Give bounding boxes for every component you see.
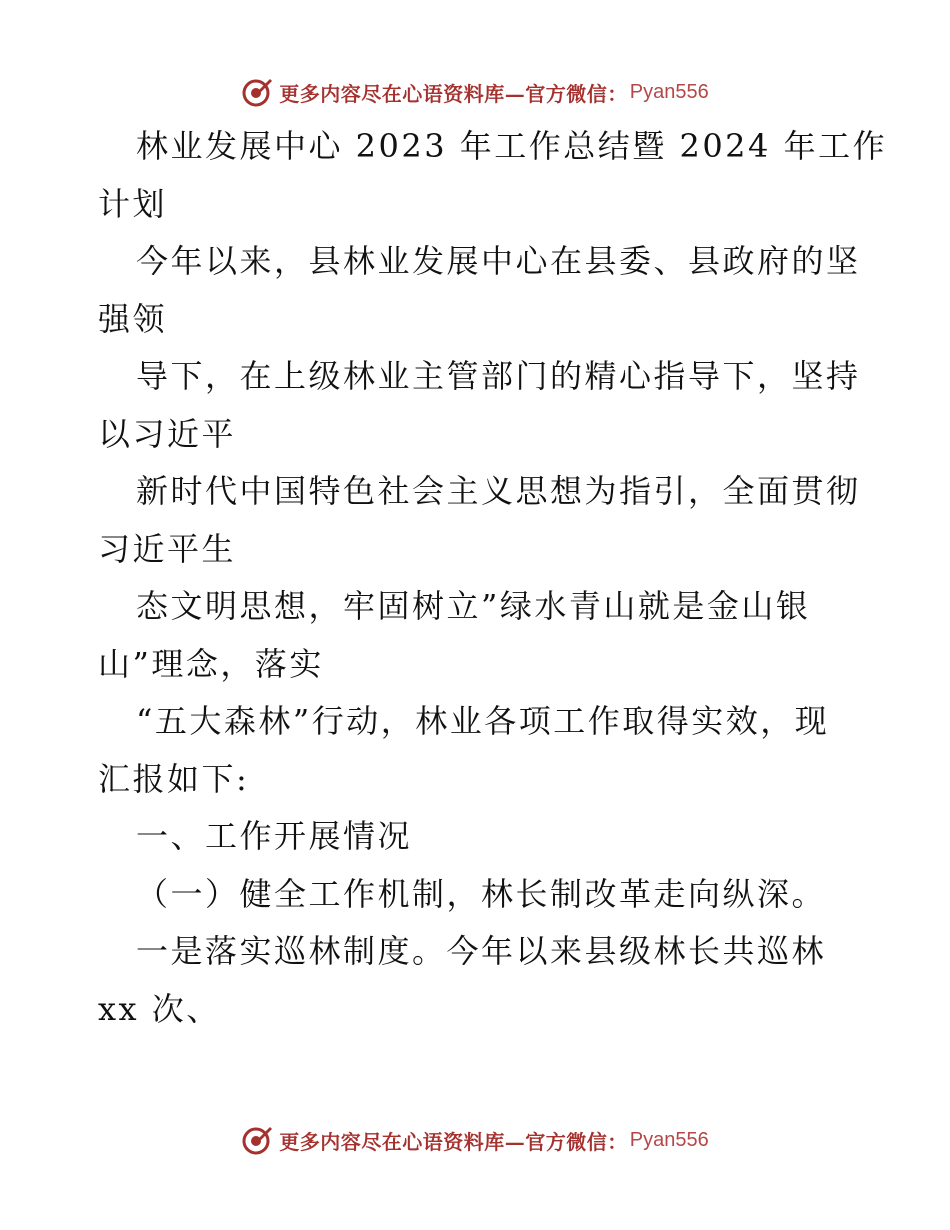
header-banner-handle: Pyan556 — [629, 80, 709, 103]
footer-banner-text: 更多内容尽在心语资料库—官方微信： — [279, 1129, 628, 1154]
doc-line: 强领 — [98, 299, 168, 338]
doc-line: 新时代中国特色社会主义思想为指引，全面贯彻 — [136, 472, 861, 510]
doc-title-line-2: 计划 — [98, 184, 168, 223]
doc-line: 导下，在上级林业主管部门的精心指导下，坚持 — [136, 357, 861, 395]
header-banner — [0, 72, 950, 112]
section-heading: 一、工作开展情况 — [136, 817, 413, 855]
doc-line: “五大森林”行动，林业各项工作取得实效，现 — [136, 702, 830, 740]
subsection-heading: （一）健全工作机制，林长制改革走向纵深。 — [136, 874, 827, 913]
doc-line: 今年以来，县林业发展中心在县委、县政府的坚 — [136, 242, 861, 280]
doc-line: 一是落实巡林制度。今年以来县级林长共巡林 — [136, 932, 827, 970]
pen-logo-icon — [241, 1124, 273, 1156]
header-banner-text: 更多内容尽在心语资料库—官方微信： — [279, 81, 628, 106]
footer-banner — [0, 1120, 950, 1160]
doc-line: 习近平生 — [98, 529, 237, 568]
doc-line: 以习近平 — [98, 414, 237, 453]
footer-banner-handle: Pyan556 — [629, 1128, 709, 1151]
doc-line: 山”理念，落实 — [98, 644, 324, 683]
document-body — [98, 118, 888, 1038]
pen-logo-icon — [241, 76, 273, 108]
doc-title-line-1: 林业发展中心 2023 年工作总结暨 2024 年工作 — [136, 127, 888, 165]
doc-line: xx 次、 — [98, 989, 221, 1028]
doc-line: 汇报如下: — [98, 759, 250, 798]
doc-line: 态文明思想，牢固树立”绿水青山就是金山银 — [136, 587, 811, 625]
